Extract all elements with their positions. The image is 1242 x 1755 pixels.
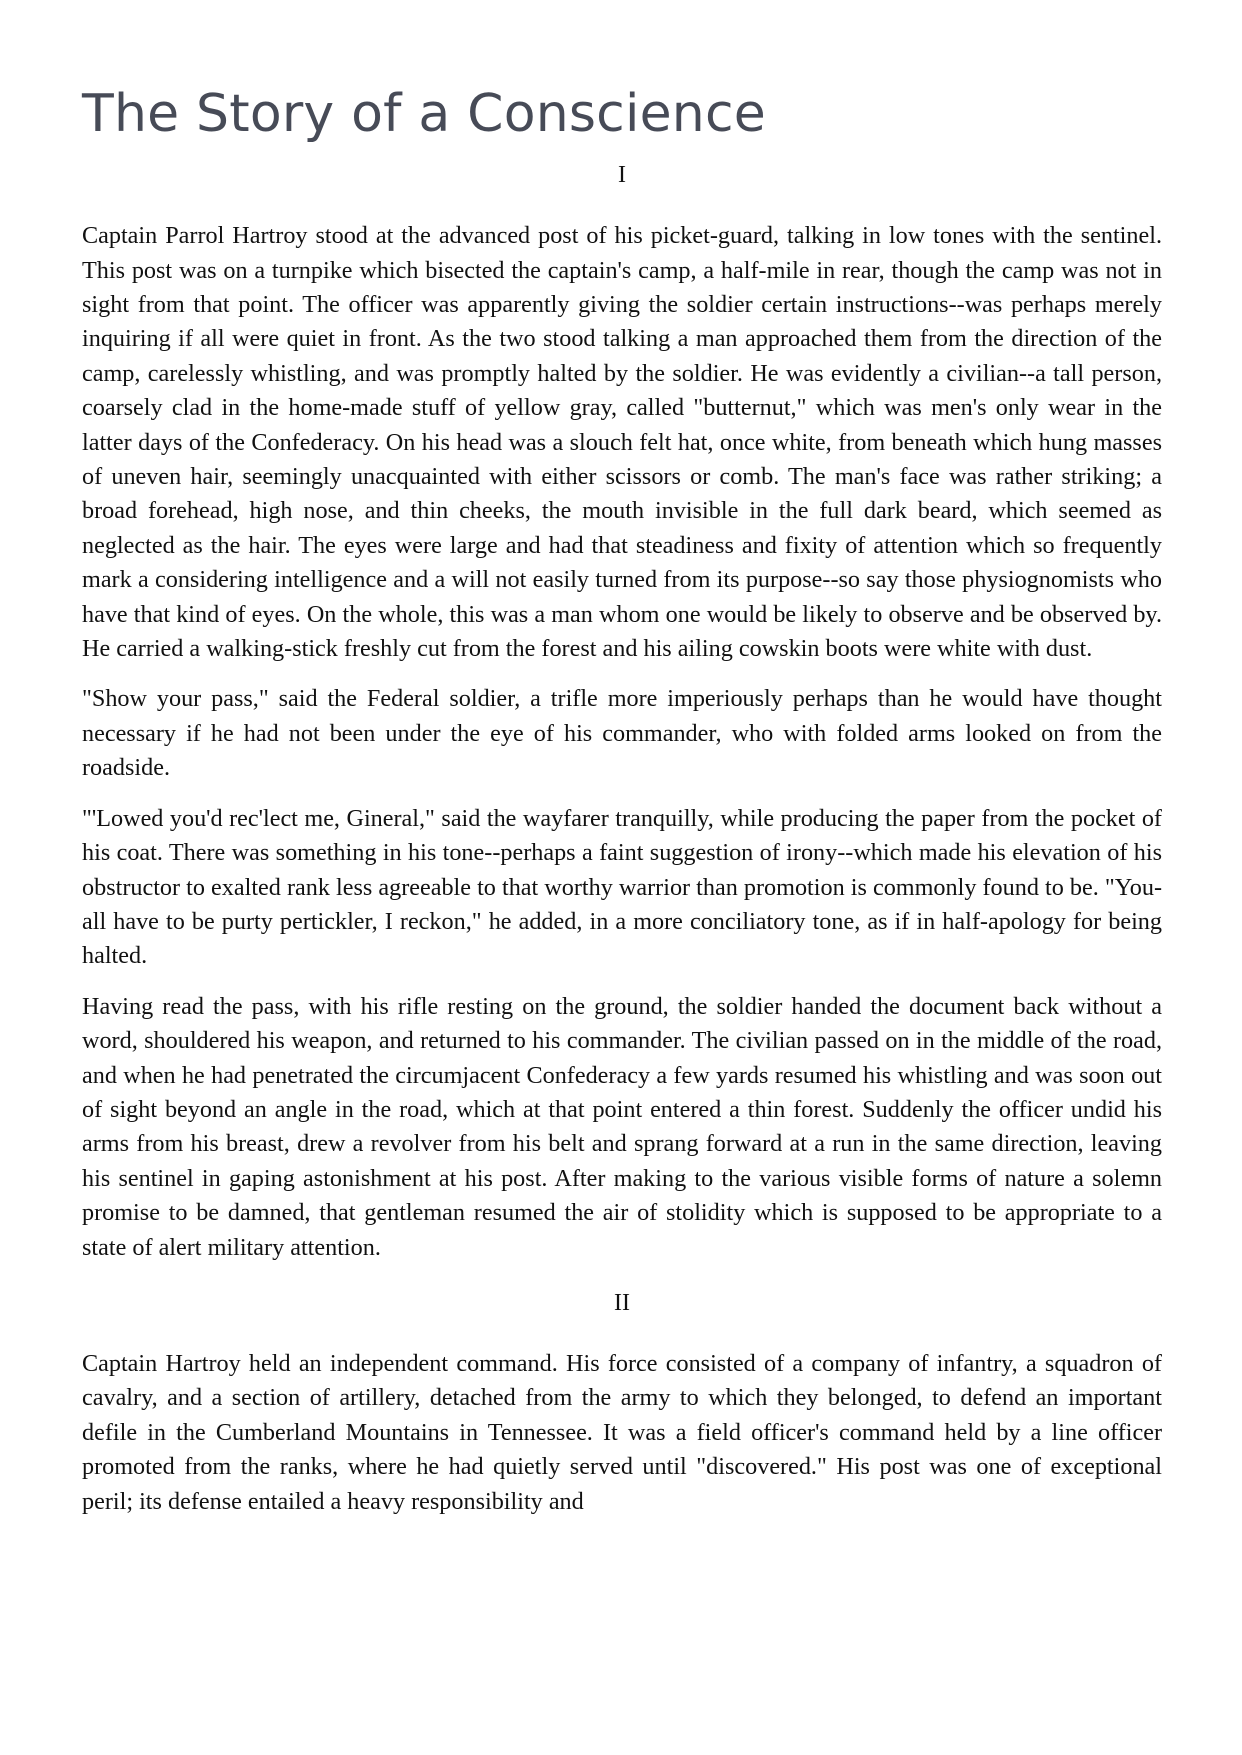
paragraph: Having read the pass, with his rifle resting on the ground, the soldier handed the document back without a word, shouldered his weapon, and returned to his commander. The civilian passed on in the middle of the road, and when he had penetrated the circumjacent Confederacy a few yards resumed his whistling and was soon out of sight beyond an angle in the road, which at that point entered a thin forest. Suddenly the officer undid his arms from his breast, drew a revolver from his belt and sprang forward at a run in the same direction, leaving his sentinel in gaping astonishment at his post. After making to the various visible forms of nature a solemn promise to be damned, that gentleman resumed the air of stolidity which is supposed to be appropriate to a state of alert military attention. xyxy=(82,992,1162,1261)
document-page xyxy=(82,86,1162,1535)
document-title: The Story of a Conscience xyxy=(82,84,766,144)
paragraph: Captain Hartroy held an independent command. His force consisted of a company of infantry, a squadron of cavalry, and a section of artillery, detached from the army to which they belonged, to defend an important defile in the Cumberland Mountains in Tennessee. It was a field officer's command held by a line officer promoted from the ranks, where he had quietly served until "discovered." His post was one of exceptional peril; its defense entailed a heavy responsibility and xyxy=(82,1349,1162,1515)
section-heading-2: II xyxy=(614,1289,630,1316)
paragraph: "'Lowed you'd rec'lect me, Gineral," said the wayfarer tranquilly, while producing the paper from the pocket of his coat. There was something in his tone--perhaps a faint suggestion of irony--which made his elevation of his obstructor to exalted rank less agreeable to that worthy warrior than promotion is commonly found to be. "You-all have to be purty pertickler, I reckon," he added, in a more conciliatory tone, as if in half-apology for being halted. xyxy=(82,804,1162,970)
section-1 xyxy=(82,163,1162,1265)
paragraph: "Show your pass," said the Federal soldier, a trifle more imperiously perhaps than he would have thought necessary if he had not been under the eye of his commander, who with folded arms looked on from the roadside. xyxy=(82,685,1162,782)
paragraph: Captain Parrol Hartroy stood at the advanced post of his picket-guard, talking in low tones with the sentinel. This post was on a turnpike which bisected the captain's camp, a half-mile in rear, though the camp was not in sight from that point. The officer was apparently giving the soldier certain instructions--was perhaps merely inquiring if all were quiet in front. As the two stood talking a man approached them from the direction of the camp, carelessly whistling, and was promptly halted by the soldier. He was evidently a civilian--a tall person, coarsely clad in the home-made stuff of yellow gray, called "butternut," which was men's only wear in the latter days of the Confederacy. On his head was a slouch felt hat, once white, from beneath which hung masses of uneven hair, seemingly unacquainted with either scissors or comb. The man's face was rather striking; a broad forehead, high nose, and thin cheeks, the mouth invisible in the full dark beard, which seemed as neglected as the hair. The eyes were large and had that steadiness and fixity of attention which so frequently mark a considering intelligence and a will not easily turned from its purpose--so say those physiognomists who have that kind of eyes. On the whole, this was a man whom one would be likely to observe and be observed by. He carried a walking-stick freshly cut from the forest and his ailing cowskin boots were white with dust. xyxy=(82,222,1162,663)
section-2 xyxy=(82,1291,1162,1519)
section-heading-1: I xyxy=(618,162,626,189)
